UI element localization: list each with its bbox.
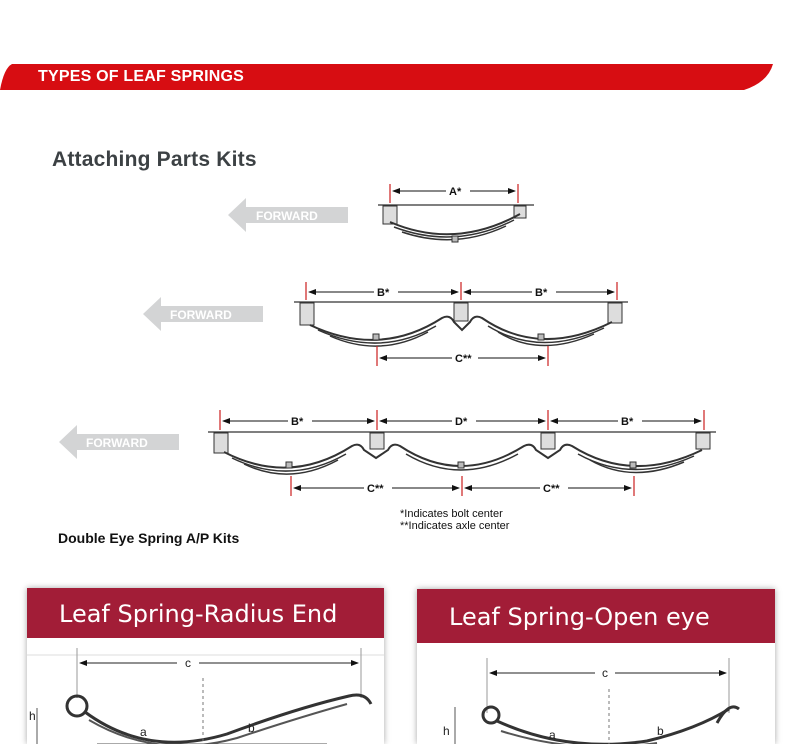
dim-label-b: B* <box>291 416 304 428</box>
spring-kit-triple <box>208 410 716 496</box>
card-header <box>417 589 775 643</box>
dim-label-c: C** <box>543 483 560 495</box>
dim-label-b: B* <box>621 416 634 428</box>
forward-label: FORWARD <box>170 308 232 322</box>
dim-label-b: B* <box>377 287 390 299</box>
dim-label-a: A* <box>449 186 462 198</box>
spring-kit-tandem <box>294 282 628 366</box>
legend-bolt-center: *Indicates bolt center <box>400 508 503 520</box>
dim-a: a <box>140 725 147 739</box>
dim-h: h <box>29 709 36 723</box>
dim-label-b: B* <box>535 287 548 299</box>
kits-caption: Double Eye Spring A/P Kits <box>58 530 240 546</box>
dim-b: b <box>248 721 255 735</box>
dim-label-d: D* <box>455 416 468 428</box>
dim-b: b <box>657 724 664 738</box>
card-title: Leaf Spring-Open eye <box>449 603 710 631</box>
open-eye-spring-diagram <box>417 643 775 744</box>
forward-arrow-3 <box>59 425 179 459</box>
section-title: TYPES OF LEAF SPRINGS <box>38 68 245 85</box>
attaching-parts-title: Attaching Parts Kits <box>52 148 257 171</box>
dim-label-c: C** <box>367 483 384 495</box>
dim-label-c: C** <box>455 353 472 365</box>
card-title: Leaf Spring-Radius End <box>59 600 338 628</box>
forward-arrow-1 <box>228 198 348 232</box>
dimension-legend <box>400 508 509 532</box>
forward-label: FORWARD <box>256 209 318 223</box>
radius-end-spring-diagram <box>27 638 384 744</box>
dim-a: a <box>549 728 556 742</box>
spring-kit-single <box>378 184 534 242</box>
dim-h: h <box>443 724 450 738</box>
card-radius-end <box>27 588 384 744</box>
card-open-eye <box>417 589 775 744</box>
dim-c: c <box>185 656 191 670</box>
forward-arrow-2 <box>143 297 263 331</box>
legend-axle-center: **Indicates axle center <box>400 520 510 532</box>
card-header <box>27 588 384 638</box>
forward-label: FORWARD <box>86 436 148 450</box>
dim-c: c <box>602 666 608 680</box>
